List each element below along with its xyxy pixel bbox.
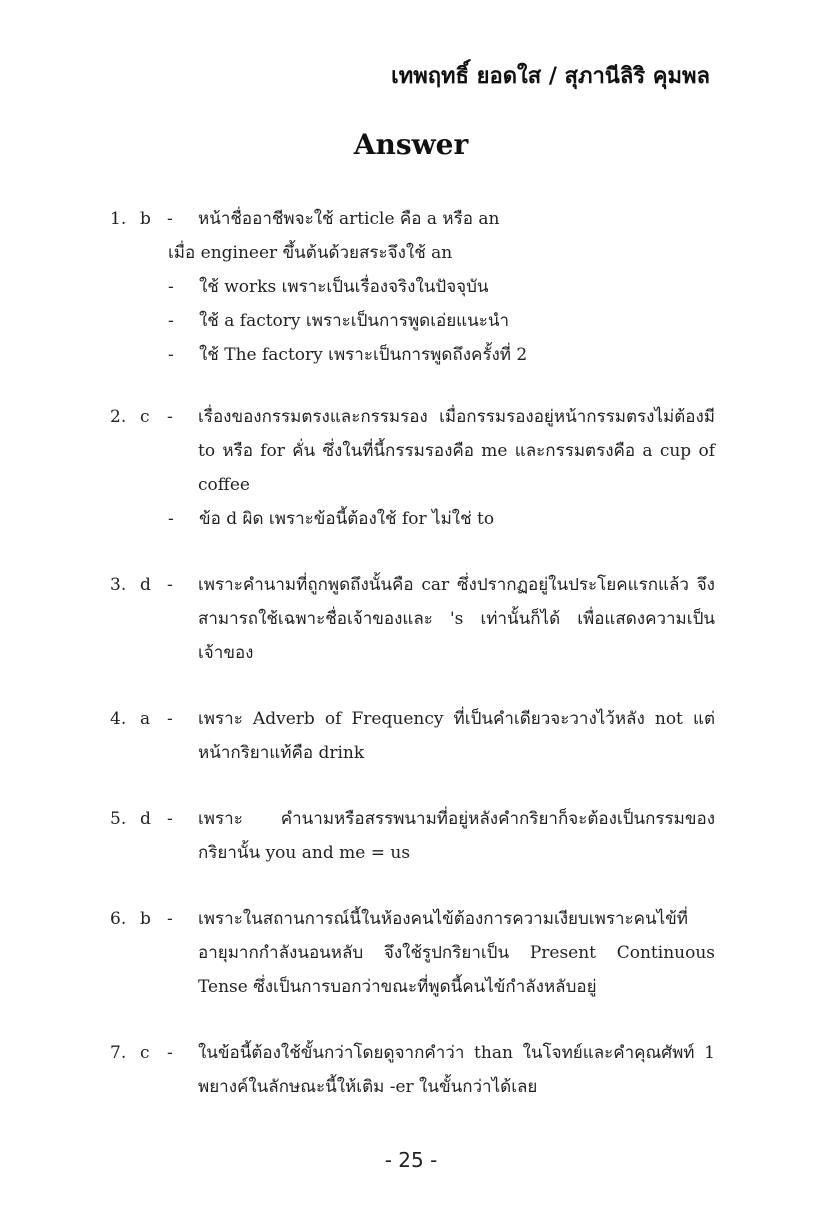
sub-dash: - xyxy=(168,509,174,529)
answer-dash: - xyxy=(167,909,173,929)
sub-text: ใช้ works เพราะเป็นเรื่องจริงในปัจจุบัน xyxy=(199,277,489,297)
answer-dash: - xyxy=(167,809,173,829)
answer-text: ในข้อนี้ต้องใช้ขั้นกว่าโดยดูจากคำว่า than ในโจทย์และคำคุณศัพท์ 1 พยางค์ในลักษณะนี้ให้เติม -er ในขั้นกว่าได้เลย xyxy=(198,1043,715,1097)
answer-list xyxy=(110,202,715,1104)
answer-number: 3. xyxy=(110,575,127,595)
sub-dash: - xyxy=(168,277,174,297)
answer-sub-item xyxy=(110,502,715,536)
answer-number: 5. xyxy=(110,809,127,829)
answer-letter: d xyxy=(140,809,151,829)
answer-dash: - xyxy=(167,575,173,595)
answer-sub-item xyxy=(110,338,715,372)
answer-letter: b xyxy=(140,909,151,929)
answer-number: 7. xyxy=(110,1043,127,1063)
answer-item xyxy=(110,902,715,1004)
answer-dash: - xyxy=(167,1043,173,1063)
header-authors: เทพฤทธิ์ ยอดใส / สุภานีลิริ คุมพล xyxy=(391,64,710,89)
answer-text: เพราะในสถานการณ์นี้ในห้องคนไข้ต้องการความเงียบเพราะคนไข้ที่อายุมากกำลังนอนหลับ จึงใช้รูปกริยาเป็น Present Continuous Tense ซึ่งเป็นการบอกว่าขณะที่พูดนี้คนไข้กำลังหลับอยู่ xyxy=(198,909,715,997)
answer-text: เพราะคำนามที่ถูกพูดถึงนั้นคือ car ซึ่งปรากฏอยู่ในประโยคแรกแล้ว จึงสามารถใช้เฉพาะชื่อเจ้าของและ 's เท่านั้นก็ได้ เพื่อแสดงความเป็นเจ้าของ xyxy=(198,575,715,663)
answer-item xyxy=(110,702,715,770)
sub-dash: - xyxy=(168,311,174,331)
answer-item xyxy=(110,1036,715,1104)
sub-dash: - xyxy=(168,345,174,365)
answer-letter: c xyxy=(140,1043,150,1063)
answer-continuation: เมื่อ engineer ขึ้นต้นด้วยสระจึงใช้ an xyxy=(168,243,453,263)
answer-letter: b xyxy=(140,209,151,229)
answer-text: เพราะ คำนามหรือสรรพนามที่อยู่หลังคำกริยาก็จะต้องเป็นกรรมของกริยานั้น you and me = us xyxy=(198,809,715,863)
answer-number: 4. xyxy=(110,709,127,729)
answer-dash: - xyxy=(167,407,173,427)
answer-item xyxy=(110,400,715,536)
page-number: - 25 - xyxy=(384,1148,438,1172)
answer-letter: a xyxy=(140,709,151,729)
sub-text: ข้อ d ผิด เพราะข้อนี้ต้องใช้ for ไม่ใช่ to xyxy=(199,509,495,529)
answer-number: 6. xyxy=(110,909,127,929)
answer-text: เรื่องของกรรมตรงและกรรมรอง เมื่อกรรมรองอยู่หน้ากรรมตรงไม่ต้องมี to หรือ for คั่น ซึ่งในที่นี้กรรมรองคือ me และกรรมตรงคือ a cup of coffee xyxy=(198,407,715,495)
answer-dash: - xyxy=(167,709,173,729)
answer-item xyxy=(110,202,715,372)
answer-letter: c xyxy=(140,407,150,427)
answer-text: หน้าชื่ออาชีพจะใช้ article คือ a หรือ an xyxy=(198,209,500,229)
answer-item xyxy=(110,568,715,670)
sub-text: ใช้ a factory เพราะเป็นการพูดเอ่ยแนะนำ xyxy=(199,311,510,331)
answer-number: 1. xyxy=(110,209,127,229)
answer-letter: d xyxy=(140,575,151,595)
answer-sub-item xyxy=(110,270,715,304)
answer-number: 2. xyxy=(110,407,127,427)
answer-item xyxy=(110,802,715,870)
answer-sub-item xyxy=(110,304,715,338)
answer-dash: - xyxy=(167,209,173,229)
answer-text: เพราะ Adverb of Frequency ที่เป็นคำเดียวจะวางไว้หลัง not แต่หน้ากริยาแท้คือ drink xyxy=(198,709,715,763)
sub-text: ใช้ The factory เพราะเป็นการพูดถึงครั้งที่ 2 xyxy=(199,345,528,365)
page-title: Answer xyxy=(353,128,469,161)
